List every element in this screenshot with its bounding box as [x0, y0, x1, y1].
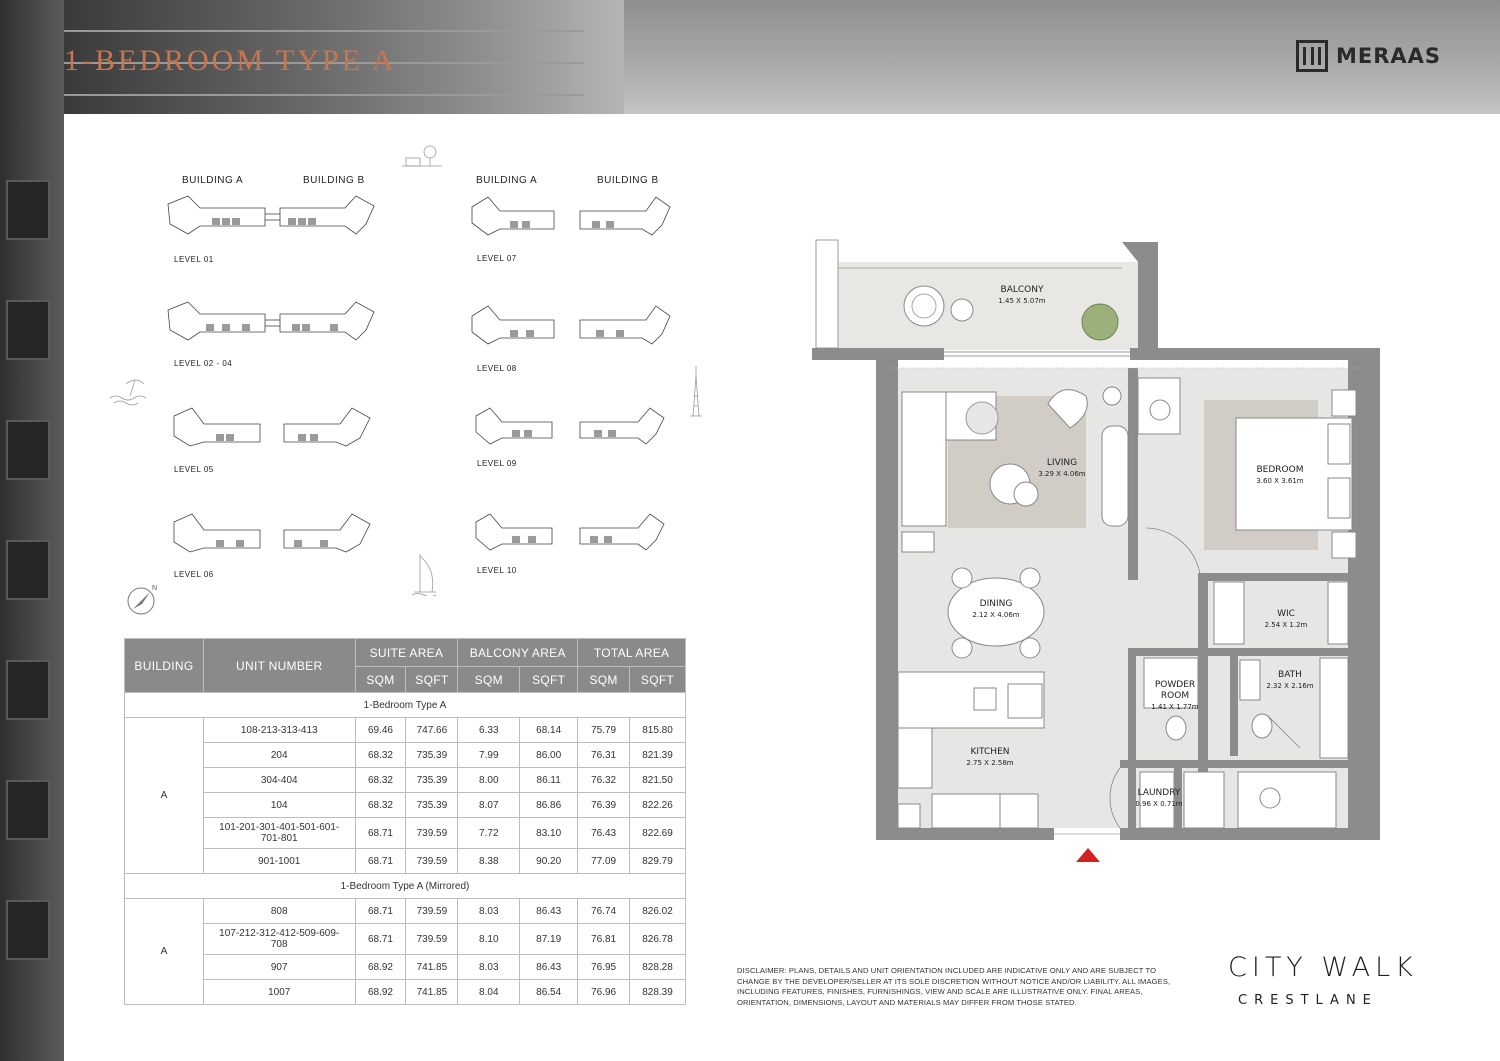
header-balcony-sqft: SQFT: [520, 667, 578, 693]
disclaimer-text: DISCLAIMER: PLANS, DETAILS AND UNIT ORIENTATION INCLUDED ARE INDICATIVE ONLY AND ARE SUBJECT TO CHANGE BY THE DEVELOPER/SELLER AT ITS SOLE DISCRETION WITHOUT NOTICE AND/OR LIABILITY. ALL IMAGES, INCLUDING FEATURES, FINISHES, FURNISHINGS, VIEW AND SCALE ARE ILLUSTRATIVE ONLY. FINAL AREAS, ORIENTATION, DIMENSIONS, LAYOUT AND MATERIALS MAY DIFFER FROM THOSE STATED.: [737, 966, 1171, 1007]
area-value-cell: 8.03: [458, 955, 520, 980]
header-building: BUILDING: [125, 639, 204, 693]
table-section-title: 1-Bedroom Type A: [125, 693, 686, 718]
area-value-cell: 826.78: [630, 924, 686, 955]
keyplan-level-06: [160, 508, 380, 560]
balcony-left-rail: [816, 240, 838, 348]
burj-al-arab-icon: [410, 552, 438, 596]
table-row: [125, 718, 686, 743]
area-value-cell: 8.03: [458, 899, 520, 924]
compass-north-label: N: [152, 585, 158, 592]
area-value-cell: 76.95: [578, 955, 630, 980]
toilet-icon: [1166, 716, 1186, 740]
room-kitchen: KITCHEN 2.75 X 2.58m: [966, 747, 1014, 767]
area-value-cell: 77.09: [578, 849, 630, 874]
brand-logo: [1296, 40, 1441, 72]
unit-number-cell: 907: [203, 955, 355, 980]
balcony-chair-icon: [904, 286, 944, 326]
area-value-cell: 8.38: [458, 849, 520, 874]
table-row: [125, 743, 686, 768]
area-value-cell: 739.59: [406, 849, 458, 874]
unit-number-cell: 108-213-313-413: [203, 718, 355, 743]
area-value-cell: 76.32: [578, 768, 630, 793]
room-dining: DINING 2.12 X 4.06m: [972, 599, 1020, 619]
keyplan-level-10: [466, 508, 676, 556]
keyplan-right-building-a: BUILDING A: [476, 175, 538, 186]
table-section-title: 1-Bedroom Type A (Mirrored): [125, 874, 686, 899]
area-value-cell: 68.14: [520, 718, 578, 743]
header-suite-area: SUITE AREA: [355, 639, 458, 667]
table-row: [125, 899, 686, 924]
area-value-cell: 822.26: [630, 793, 686, 818]
area-value-cell: 68.71: [355, 924, 406, 955]
table-row: [125, 793, 686, 818]
shower-icon: [1238, 772, 1336, 828]
area-value-cell: 735.39: [406, 793, 458, 818]
building-cell: A: [125, 718, 204, 874]
area-value-cell: 76.31: [578, 743, 630, 768]
area-value-cell: 86.43: [520, 955, 578, 980]
area-value-cell: 75.79: [578, 718, 630, 743]
area-value-cell: 828.28: [630, 955, 686, 980]
table-row: [125, 924, 686, 955]
unit-number-cell: 101-201-301-401-501-601-701-801: [203, 818, 355, 849]
header-unit-number: UNIT NUMBER: [203, 639, 355, 693]
area-value-cell: 741.85: [406, 955, 458, 980]
project-subname: CRESTLANE: [1238, 993, 1378, 1008]
room-bedroom: BEDROOM 3.60 X 3.61m: [1256, 465, 1304, 485]
area-value-cell: 8.07: [458, 793, 520, 818]
area-value-cell: 821.50: [630, 768, 686, 793]
area-value-cell: 68.32: [355, 793, 406, 818]
tv-unit-icon: [1102, 426, 1128, 526]
header-balcony-area: BALCONY AREA: [458, 639, 578, 667]
room-powder-room: POWDER ROOM 1.41 X 1.77m: [1151, 680, 1199, 711]
keyplan-level-07: [466, 193, 676, 241]
area-value-cell: 76.39: [578, 793, 630, 818]
unit-area-table: [124, 638, 686, 1005]
area-value-cell: 68.71: [355, 899, 406, 924]
header-balcony-sqm: SQM: [458, 667, 520, 693]
table-row: [125, 955, 686, 980]
balcony-table-icon: [951, 299, 973, 321]
area-value-cell: 747.66: [406, 718, 458, 743]
area-value-cell: 86.54: [520, 980, 578, 1005]
area-value-cell: 76.81: [578, 924, 630, 955]
area-value-cell: 821.39: [630, 743, 686, 768]
compass-icon: [124, 584, 164, 618]
area-value-cell: 815.80: [630, 718, 686, 743]
sofa-icon: [902, 392, 946, 526]
unit-number-cell: 1007: [203, 980, 355, 1005]
area-value-cell: 87.19: [520, 924, 578, 955]
area-value-cell: 86.11: [520, 768, 578, 793]
area-value-cell: 822.69: [630, 818, 686, 849]
floor-plan: [800, 228, 1400, 868]
level-label-02-04: LEVEL 02 - 04: [174, 359, 233, 368]
background-facade: [0, 0, 64, 1061]
area-value-cell: 90.20: [520, 849, 578, 874]
level-label-08: LEVEL 08: [477, 364, 517, 373]
entrance-marker-icon: [1076, 848, 1100, 862]
header-suite-sqft: SQFT: [406, 667, 458, 693]
area-value-cell: 68.92: [355, 980, 406, 1005]
room-living: LIVING 3.29 X 4.06m: [1038, 458, 1086, 478]
area-value-cell: 739.59: [406, 924, 458, 955]
area-value-cell: 739.59: [406, 818, 458, 849]
keyplan-left-building-b: BUILDING B: [303, 175, 365, 186]
keyplan-level-09: [466, 402, 676, 450]
burj-khalifa-icon: [686, 366, 706, 418]
header-total-area: TOTAL AREA: [578, 639, 686, 667]
area-value-cell: 741.85: [406, 980, 458, 1005]
project-name: CITY WALK: [1228, 952, 1418, 983]
unit-number-cell: 204: [203, 743, 355, 768]
keyplan-level-05: [160, 402, 380, 454]
level-label-09: LEVEL 09: [477, 459, 517, 468]
area-value-cell: 735.39: [406, 768, 458, 793]
unit-number-cell: 104: [203, 793, 355, 818]
building-cell: A: [125, 899, 204, 1005]
level-label-10: LEVEL 10: [477, 566, 517, 575]
unit-number-cell: 901-1001: [203, 849, 355, 874]
area-value-cell: 86.43: [520, 899, 578, 924]
room-wic: WIC 2.54 X 1.2m: [1264, 609, 1308, 629]
keyplan-level-02-04: [160, 296, 380, 348]
area-value-cell: 826.02: [630, 899, 686, 924]
room-bath: BATH 2.32 X 2.16m: [1266, 670, 1314, 690]
area-value-cell: 83.10: [520, 818, 578, 849]
area-value-cell: 76.43: [578, 818, 630, 849]
area-value-cell: 86.86: [520, 793, 578, 818]
unit-number-cell: 808: [203, 899, 355, 924]
room-balcony: BALCONY 1.45 X 5.07m: [998, 285, 1046, 305]
level-label-05: LEVEL 05: [174, 465, 214, 474]
area-value-cell: 739.59: [406, 899, 458, 924]
area-value-cell: 86.00: [520, 743, 578, 768]
keyplan-level-01: [160, 190, 380, 242]
table-row: [125, 980, 686, 1005]
area-value-cell: 68.32: [355, 743, 406, 768]
keyplan-left-building-a: BUILDING A: [182, 175, 244, 186]
unit-number-cell: 107-212-312-412-509-609-708: [203, 924, 355, 955]
table-row: [125, 818, 686, 849]
area-value-cell: 8.00: [458, 768, 520, 793]
area-value-cell: 68.32: [355, 768, 406, 793]
page-title: 1-BEDROOM TYPE A: [64, 44, 397, 77]
header-total-sqft: SQFT: [630, 667, 686, 693]
area-value-cell: 68.71: [355, 818, 406, 849]
table-row: [125, 768, 686, 793]
area-value-cell: 8.04: [458, 980, 520, 1005]
table-row: [125, 849, 686, 874]
unit-number-cell: 304-404: [203, 768, 355, 793]
area-value-cell: 76.74: [578, 899, 630, 924]
area-value-cell: 76.96: [578, 980, 630, 1005]
area-value-cell: 7.72: [458, 818, 520, 849]
park-icon: [402, 144, 442, 168]
area-value-cell: 735.39: [406, 743, 458, 768]
beach-icon: [108, 376, 152, 406]
level-label-01: LEVEL 01: [174, 255, 214, 264]
area-value-cell: 7.99: [458, 743, 520, 768]
keyplan-right-building-b: BUILDING B: [597, 175, 659, 186]
header-suite-sqm: SQM: [355, 667, 406, 693]
level-label-06: LEVEL 06: [174, 570, 214, 579]
area-value-cell: 6.33: [458, 718, 520, 743]
meraas-logo-icon: [1296, 40, 1328, 72]
level-label-07: LEVEL 07: [477, 254, 517, 263]
area-value-cell: 68.92: [355, 955, 406, 980]
room-laundry: LAUNDRY 0.96 X 0.71m: [1135, 788, 1183, 808]
area-value-cell: 828.39: [630, 980, 686, 1005]
brand-name: MERAAS: [1336, 44, 1442, 68]
area-value-cell: 69.46: [355, 718, 406, 743]
area-value-cell: 68.71: [355, 849, 406, 874]
area-value-cell: 8.10: [458, 924, 520, 955]
plant-icon: [1082, 304, 1118, 340]
area-value-cell: 829.79: [630, 849, 686, 874]
keyplan-level-08: [466, 302, 676, 350]
header-total-sqm: SQM: [578, 667, 630, 693]
